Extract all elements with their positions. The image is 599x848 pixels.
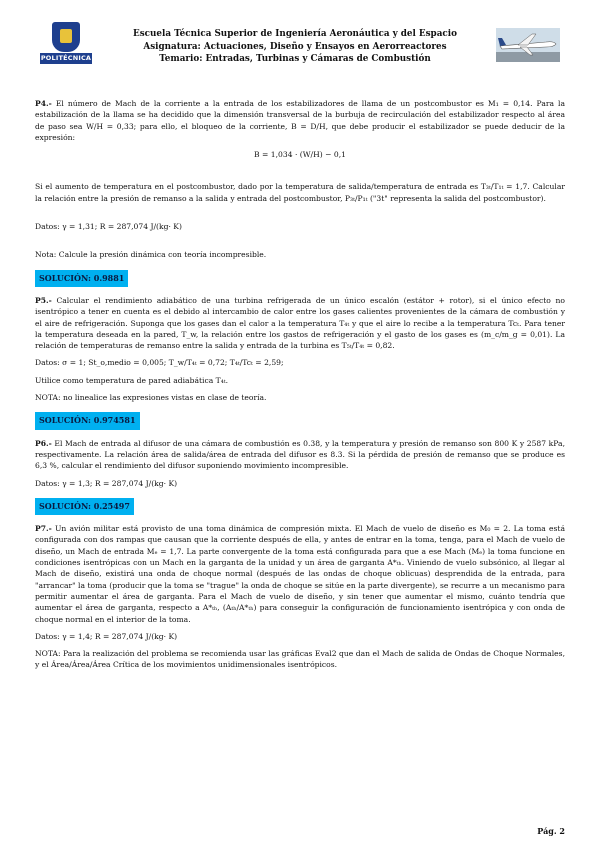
p5-datos: Datos: σ = 1; St_o,medio = 0,005; T_w/T₄ₜ = 0,72; T₄ₜ/Tcₜ = 2,59; [35, 358, 284, 368]
header-subject: Asignatura: Actuaciones, Diseño y Ensayos en Aerorreactores [143, 41, 447, 52]
p6-solution-badge: SOLUCIÓN: 0.25497 [35, 498, 134, 515]
p4-text2: Si el aumento de temperatura en el postcombustor, dado por la temperatura de salida/temperatura de entrada es T₃ₜ/T₁ₜ = 1,7. Calcular la relación entre la presión de remanso a la salida y entrada del postcombustor, P₃ₜ/P₁ₜ ("3t" representa la salida del postcombustor). [35, 182, 565, 203]
p4-nota: Nota: Calcule la presión dinámica con teoría incompresible. [35, 250, 267, 260]
p5-utilice: Utilice como temperatura de pared adiabática T₄ₜ. [35, 375, 229, 385]
logo-wordmark: POLITÉCNICA [40, 54, 92, 62]
page-number: Pág. 2 [537, 826, 565, 836]
document-body [35, 98, 565, 677]
p6-datos: Datos: γ = 1,3; R = 287,074 J/(kg· K) [35, 478, 178, 488]
p6-label: P6.- [35, 438, 52, 448]
p7-datos: Datos: γ = 1,4; R = 287,074 J/(kg· K) [35, 631, 178, 641]
shield-icon [52, 22, 80, 52]
header-school: Escuela Técnica Superior de Ingeniería Aeronáutica y del Espacio [133, 29, 457, 39]
p5-nota: NOTA: no linealice las expresiones vistas en clase de teoría. [35, 393, 267, 403]
p7-label: P7.- [35, 524, 52, 534]
p4-datos: Datos: γ = 1,31; R = 287,074 J/(kg· K) [35, 222, 182, 232]
p4-statement: P4.- El número de Mach de la corriente a la entrada de los estabilizadores de llama de un postcombustor es M₁ = 0,14. Para la estabilización de la llama se ha decidido que la dimensión transversal de la burbuja de recirculación del estabilizador respecto al área de paso sea W/H = 0,33; para ello, el bloqueo de la corriente, B = D/H, que debe producir el estabilizador se puede deducir de la expresión: [35, 99, 565, 142]
airplane-icon [496, 28, 560, 62]
p7-statement: P7.- Un avión militar está provisto de una toma dinámica de compresión mixta. El Mach de vuelo de diseño es M₀ = 2. La toma está configurada con dos rampas que causan que la corriente después de ella, y antes de entrar en la toma, tenga, para el Mach de vuelo de diseño, un Mach de entrada Mₑ = 1,7. La parte convergente de la toma está configurada para que a ese Mach (Mₑ) la toma funcione en condiciones isentrópicas con un Mach en la garganta de la unidad y un área de garganta A*ₜₕ. Viniendo de vuelo subsónico, al llegar al Mach de diseño, existirá una onda de choque normal (después de las ondas de choque oblicuas) desprendida de la entrada, para "arrancar" la toma (producir que la toma se "trague" la onda de choque se sitúe en la parte divergente), se recurre a un mecanismo para permitir aumentar el área de garganta. Para el Mach de vuelo de diseño, y sin tener que aumentar el mismo, cuánto tendría que aumentar el área de garganta, respecto a A*ₜₕ, (Aₜₕ/A*ₜₕ) para conseguir la configuración de funcionamiento isentrópica y con onda de choque normal en el interior de la toma. [35, 524, 565, 624]
p4-label: P4.- [35, 99, 52, 108]
p7-nota: NOTA: Para la realización del problema se recomienda usar las gráficas Eval2 que dan el Mach de salida de Ondas de Choque Normales, y el Área/Área/Área Crítica de los movimientos unidimensionales isentrópicos. [35, 649, 565, 670]
p6-statement: P6.- El Mach de entrada al difusor de una cámara de combustión es 0.38, y la temperatura y presión de remanso son 800 K y 2587 kPa, respectivamente. La relación área de salida/área de entrada del difusor es 8.3. Si la pérdida de presión de remanso que se produce es 6,3 %, calcular el rendimiento del difusor suponiendo movimiento incompresible. [35, 438, 565, 471]
p5-label: P5.- [35, 295, 52, 305]
p5-solution-badge: SOLUCIÓN: 0.974581 [35, 412, 140, 429]
p5-statement: P5.- Calcular el rendimiento adiabático de una turbina refrigerada de un único escalón (estátor + rotor), si el único efecto no isentrópico a tener en cuenta es el debido al intercambio de calor entre los gases calientes provenientes de la cámara de combustión y el aire de refrigeración. Suponga que los gases dan el calor a la temperatura T₄ₜ y que el aire lo recibe a la temperatura Tcₜ. Para tener la temperatura deseada en la pared, T_w, la relación entre los gastos de refrigeración y el gasto de los gases es (m_c/m_g = 0,01). La relación de temperaturas de remanso entre la salida y entrada de la turbina es T₅ₜ/T₄ₜ = 0,82. [35, 295, 565, 351]
p4-formula: B = 1,034 · (W/H) − 0,1 [254, 150, 346, 160]
document-header [100, 28, 490, 66]
header-topic: Temario: Entradas, Turbinas y Cámaras de Combustión [159, 54, 431, 64]
university-logo [40, 22, 92, 66]
p4-solution-badge: SOLUCIÓN: 0.9881 [35, 270, 128, 287]
